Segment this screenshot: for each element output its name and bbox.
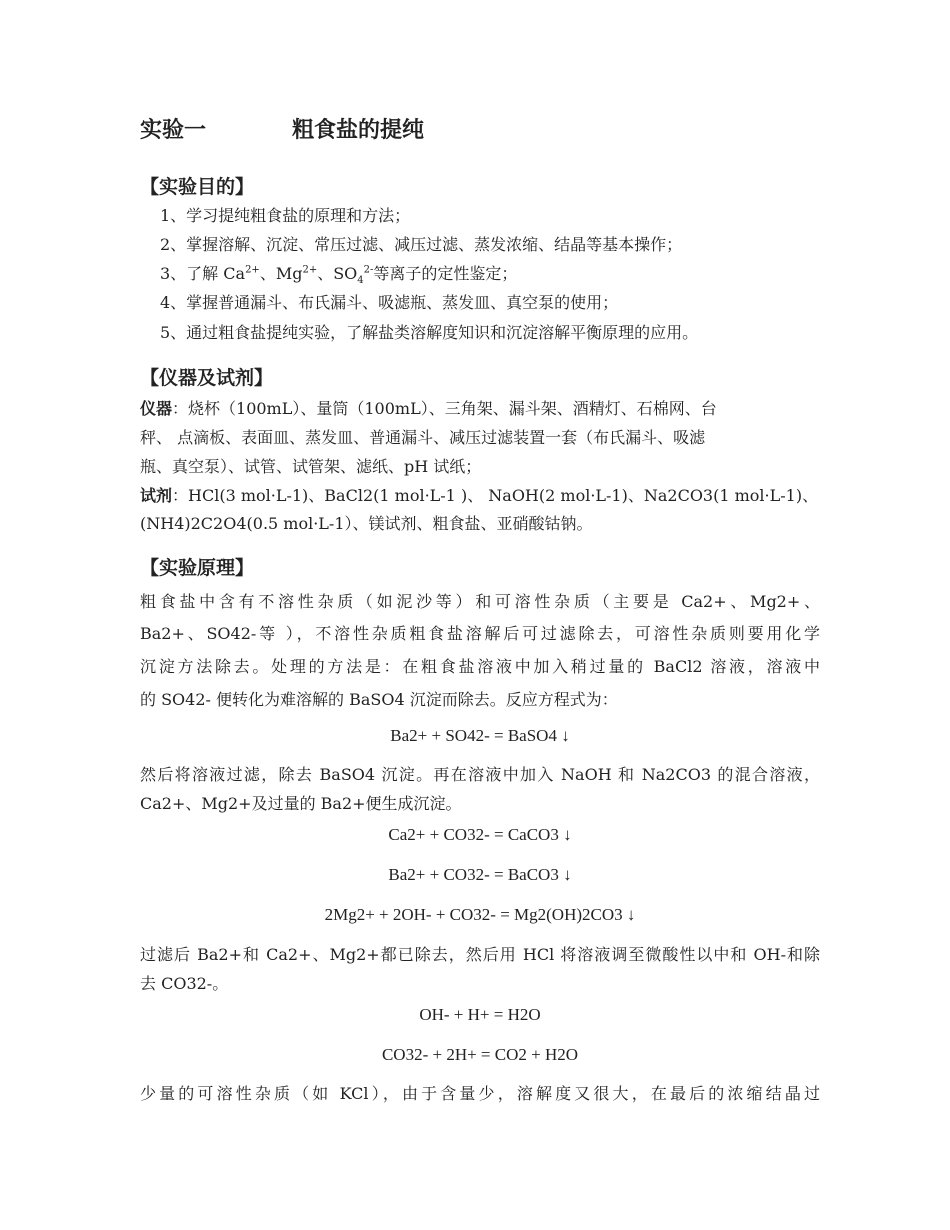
experiment-number: 实验一 — [140, 118, 207, 143]
equation-4: 2Mg2+ + 2OH- + CO32- = Mg2(OH)2CO3 ↓ — [324, 905, 636, 924]
principle-line-2: Ba2+、SO42-等 ），不溶性杂质粗食盐溶解后可过滤除去，可溶性杂质则要用化学 — [140, 624, 820, 643]
principle-line-4: 的 SO42- 便转化为难溶解的 BaSO4 沉淀而除去。反应方程式为： — [140, 690, 618, 709]
apparatus-line-1: 仪器：烧杯（100mL）、量筒（100mL）、三角架、漏斗架、酒精灯、石棉网、台 — [140, 399, 717, 418]
principle-line-9: 少量的可溶性杂质（如 KCl），由于含量少，溶解度又很大，在最后的浓缩结晶过 — [140, 1084, 820, 1103]
purpose-item-5: 5、通过粗食盐提纯实验，了解盐类溶解度知识和沉淀溶解平衡原理的应用。 — [160, 323, 699, 342]
experiment-name: 粗食盐的提纯 — [292, 118, 425, 143]
purpose-item-3: 3、了解 $Ca^{2+}$、$Mg^{2+}$、$SO_4^{2-}$等离子的定性鉴定； — [160, 264, 518, 287]
purpose-item-2: 2、掌握溶解、沉淀、常压过滤、减压过滤、蒸发浓缩、结晶等基本操作； — [160, 235, 683, 254]
section-principle-heading: 【实验原理】 — [140, 557, 255, 579]
reagents-label: 试剂 — [140, 486, 173, 505]
section-apparatus-heading: 【仪器及试剂】 — [140, 367, 274, 389]
apparatus-label: 仪器 — [140, 399, 173, 418]
experiment-title — [140, 113, 424, 144]
principle-line-8: 去 CO32-。 — [140, 974, 229, 993]
reagents-line-2: (NH4)2C2O4(0.5 mol·L-1）、镁试剂、粗食盐、亚硝酸钴钠。 — [140, 514, 593, 533]
section-purpose-heading: 【实验目的】 — [140, 176, 255, 198]
reagents-line-1: 试剂：HCl(3 mol·L-1)、BaCl2(1 mol·L-1 )、 NaOH(2 mol·L-1)、Na2CO3(1 mol·L-1)、 — [140, 486, 819, 505]
purpose-item-1: 1、学习提纯粗食盐的原理和方法； — [160, 206, 411, 225]
principle-line-1: 粗食盐中含有不溶性杂质（如泥沙等）和可溶性杂质（主要是 Ca2+、Mg2+、 — [140, 592, 820, 611]
equation-3: Ba2+ + CO32- = BaCO3 ↓ — [388, 865, 572, 884]
purpose-item-4: 4、掌握普通漏斗、布氏漏斗、吸滤瓶、蒸发皿、真空泵的使用； — [160, 293, 619, 312]
principle-line-5: 然后将溶液过滤，除去 BaSO4 沉淀。再在溶液中加入 NaOH 和 Na2CO3 的混合溶液， — [140, 765, 820, 784]
equation-1: Ba2+ + SO42- = BaSO4 ↓ — [390, 726, 570, 745]
equation-2: Ca2+ + CO32- = CaCO3 ↓ — [388, 825, 572, 844]
apparatus-line-2: 秤、 点滴板、表面皿、蒸发皿、普通漏斗、减压过滤装置一套（布氏漏斗、吸滤 — [140, 428, 706, 447]
equation-6: CO32- + 2H+ = CO2 + H2O — [381, 1045, 579, 1064]
apparatus-line-3: 瓶、真空泵）、试管、试管架、滤纸、pH 试纸； — [140, 457, 482, 476]
principle-line-3: 沉淀方法除去。处理的方法是：在粗食盐溶液中加入稍过量的 BaCl2 溶液，溶液中 — [140, 657, 820, 676]
principle-line-6: Ca2+、Mg2+及过量的 Ba2+便生成沉淀。 — [140, 794, 462, 813]
principle-line-7: 过滤后 Ba2+和 Ca2+、Mg2+都已除去，然后用 HCl 将溶液调至微酸性以中和 OH-和除 — [140, 945, 820, 964]
equation-5: OH- + H+ = H2O — [419, 1005, 541, 1024]
